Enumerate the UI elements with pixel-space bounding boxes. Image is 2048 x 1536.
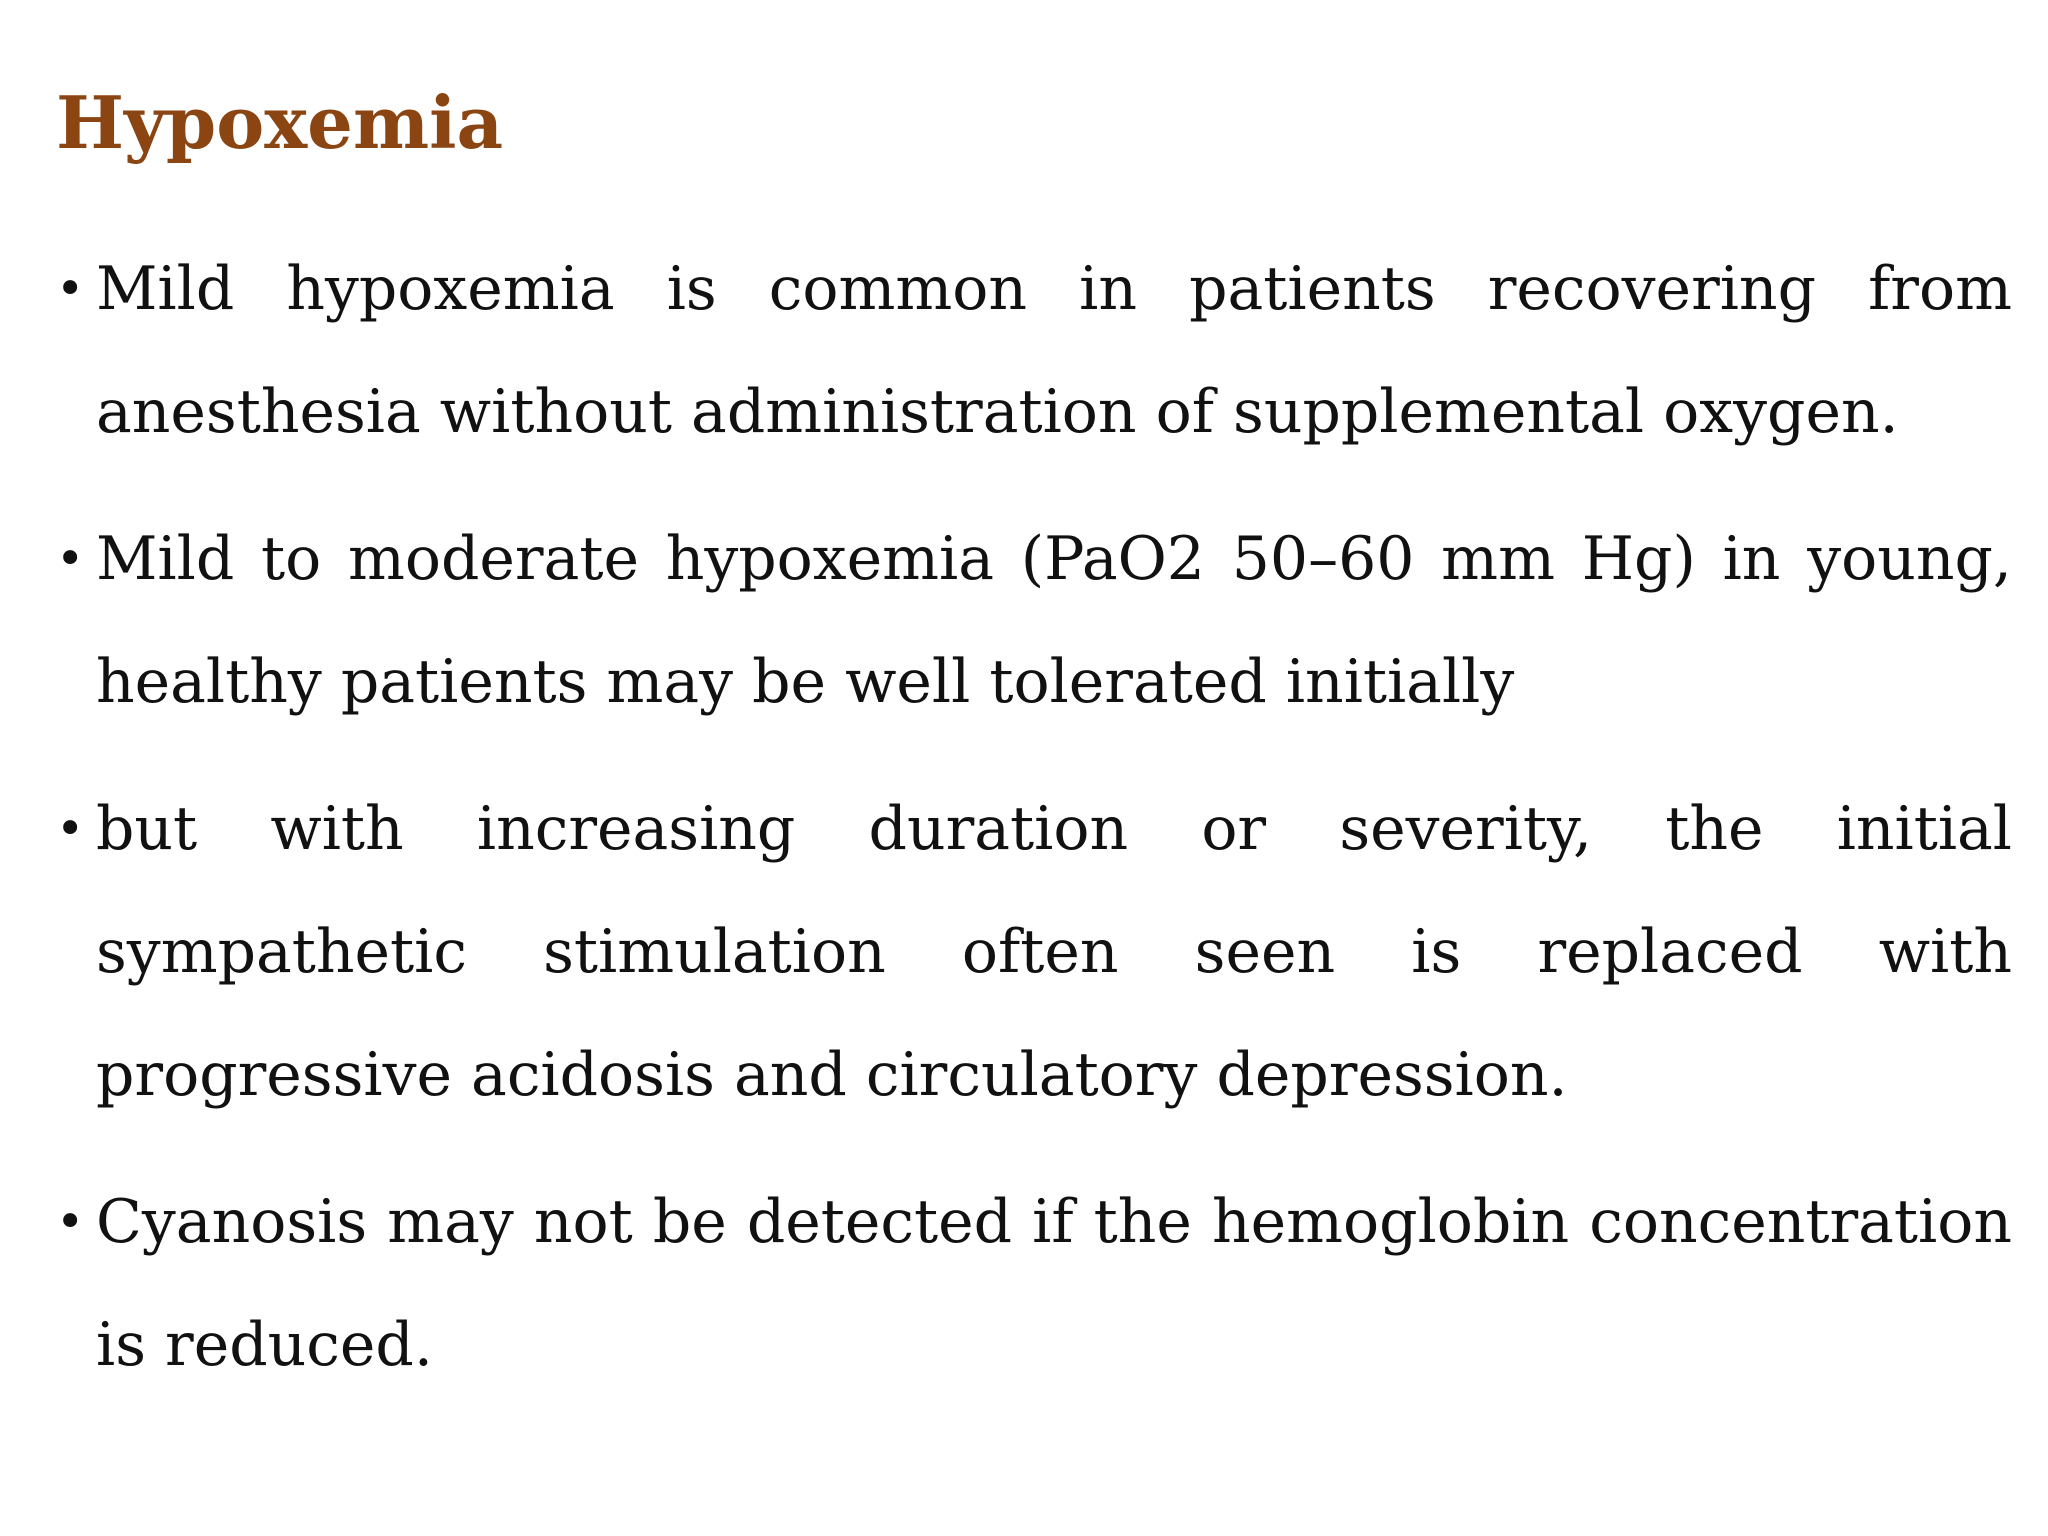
slide-title: Hypoxemia bbox=[56, 80, 504, 165]
bullet-icon: • bbox=[56, 261, 85, 317]
bullet-text: but with increasing duration or severity, the initial sympathetic stimulation often seen is replaced with progressive acidosis and circulatory depression. bbox=[96, 794, 2012, 1110]
bullet-item bbox=[56, 498, 2012, 744]
bullet-icon: • bbox=[56, 531, 85, 587]
bullet-item bbox=[56, 1161, 2012, 1407]
bullet-text: Mild hypoxemia is common in patients recovering from anesthesia without administration of supplemental oxygen. bbox=[96, 254, 2012, 447]
bullet-icon: • bbox=[56, 1194, 85, 1250]
bullet-icon: • bbox=[56, 801, 85, 857]
bullet-item bbox=[56, 228, 2012, 474]
bullet-text: Cyanosis may not be detected if the hemoglobin concentration is reduced. bbox=[96, 1187, 2012, 1380]
bullet-list bbox=[56, 228, 2012, 1431]
bullet-item bbox=[56, 768, 2012, 1137]
bullet-text: Mild to moderate hypoxemia (PaO2 50–60 mm Hg) in young, healthy patients may be well tolerated initially bbox=[96, 524, 2012, 717]
